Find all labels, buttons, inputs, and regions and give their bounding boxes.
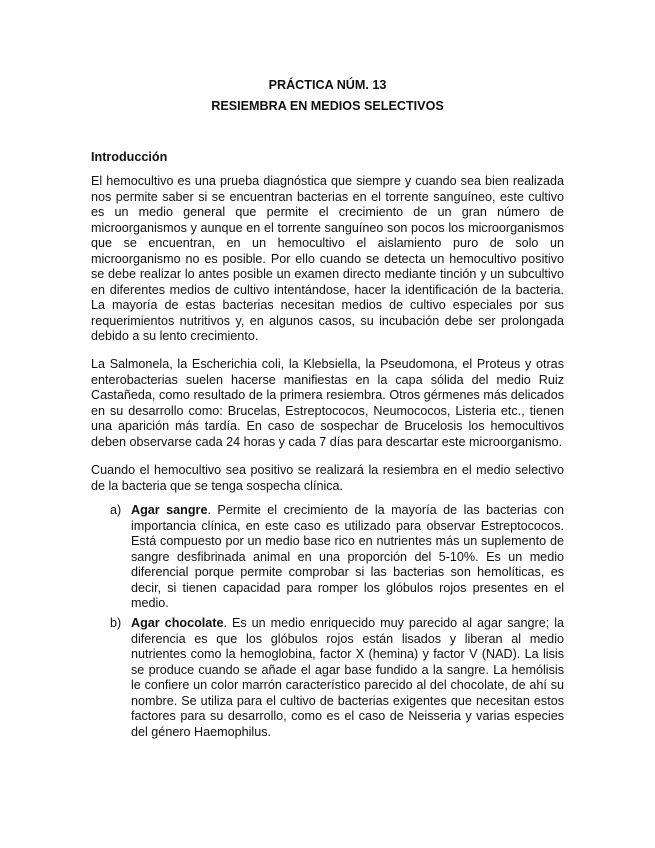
- list-item-description: . Permite el crecimiento de la mayoría de las bacterias con importancia clínica, en este caso es utilizado para observar Estreptococos. Está compuesto por un medio base rico en nutrientes más un suplemento de sangre desfibrinada animal en una proporción del 5-10%. Es un medio diferencial porque permite comprobar si las bacterias son hemolíticas, es decir, si tienen capacidad para romper los glóbulos rojos presentes en el medio.: [131, 503, 564, 611]
- media-list-b: [91, 616, 564, 740]
- intro-paragraph-3: Cuando el hemocultivo sea positivo se realizará la resiembra en el medio selectivo de la bacteria que se tenga sospecha clínica.: [91, 463, 564, 493]
- media-list-a: [91, 503, 564, 612]
- introduction-heading: Introducción: [91, 150, 168, 164]
- list-item-agar-chocolate: [91, 616, 564, 740]
- list-item-agar-sangre: [91, 503, 564, 612]
- list-marker: a): [110, 503, 122, 517]
- list-item-description: . Es un medio enriquecido muy parecido al agar sangre; la diferencia es que los glóbulos rojos están lisados y liberan al medio nutrientes como la hemoglobina, factor X (hemina) y factor V (NAD). La lisis se produce cuando se añade el agar base fundido a la sangre. La hemólisis le confiere un color marrón característico parecido al del chocolate, de ahí su nombre. Se utiliza para el cultivo de bacterias exigentes que necesitan estos factores para su desarrollo, como es el caso de Neisseria y varias especies del género Haemophilus.: [131, 616, 564, 739]
- practice-topic-title: RESIEMBRA EN MEDIOS SELECTIVOS: [211, 99, 444, 113]
- practice-number-title: PRÁCTICA NÚM. 13: [268, 78, 387, 92]
- list-item-term: Agar sangre: [131, 503, 208, 517]
- list-item-term: Agar chocolate: [131, 616, 224, 630]
- intro-paragraph-2: La Salmonela, la Escherichia coli, la Klebsiella, la Pseudomona, el Proteus y otras enterobacterias suelen hacerse manifiestas en la capa sólida del medio Ruiz Castañeda, como resultado de la primera resiembra. Otros gérmenes más delicados en su desarrollo como: Brucelas, Estreptococos, Neumococos, Listeria etc., tienen una aparición más tardía. En caso de sospechar de Brucelosis los hemocultivos deben observarse cada 24 horas y cada 7 días para descartar este microorganismo.: [91, 357, 564, 449]
- list-marker: b): [110, 616, 122, 630]
- intro-paragraph-1: El hemocultivo es una prueba diagnóstica que siempre y cuando sea bien realizada nos permite saber si se encuentran bacterias en el torrente sanguíneo, este cultivo es un medio general que permite el crecimiento de un gran número de microorganismos y aunque en el torrente sanguíneo son pocos los microorganismos que se encuentran, en un hemocultivo el aislamiento puro de solo un microorganismo no es posible. Por ello cuando se detecta un hemocultivo positivo se debe realizar lo antes posible un examen directo mediante tinción y un subcultivo en diferentes medios de cultivo intentándose, hacer la identificación de la bacteria. La mayoría de estas bacterias necesitan medios de cultivo especiales por sus requerimientos nutritivos y, en algunos casos, su incubación debe ser prolongada debido a su lento crecimiento.: [91, 174, 564, 344]
